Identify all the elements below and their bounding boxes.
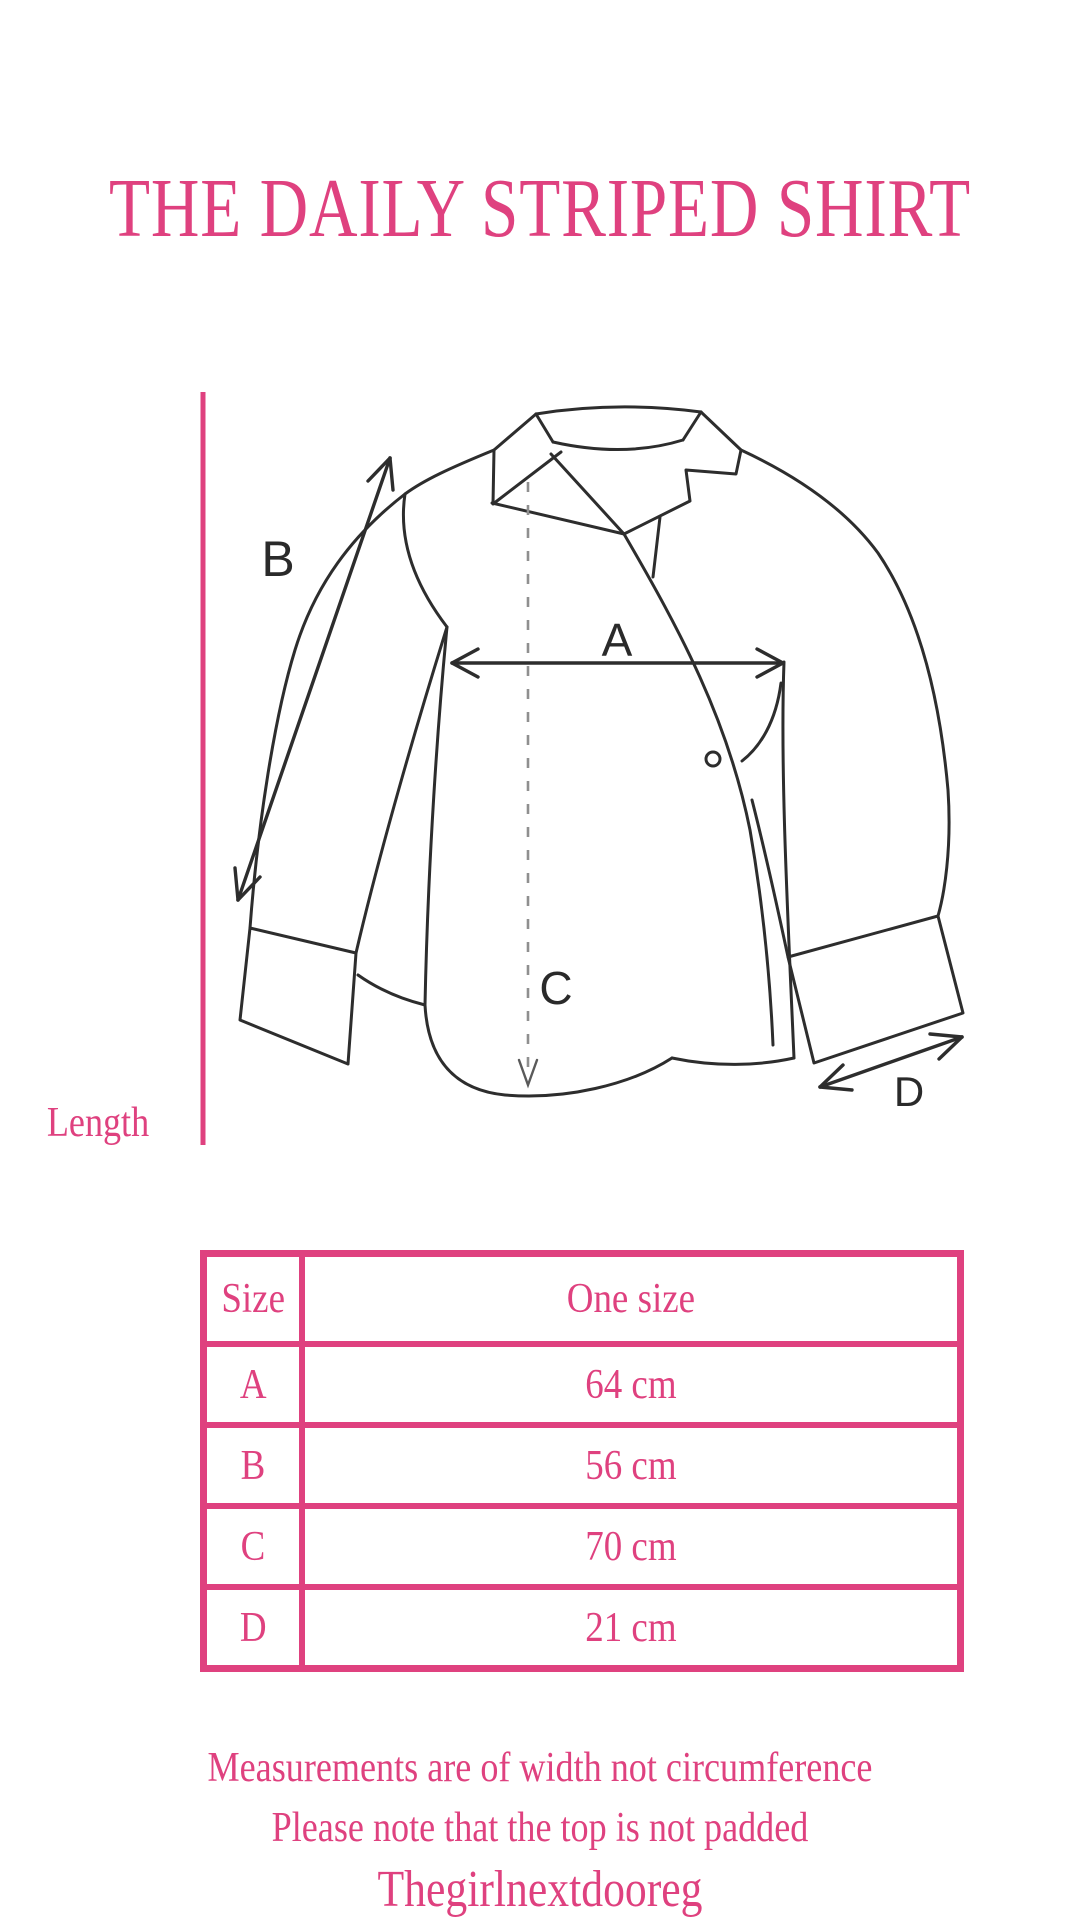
collar-band-inner [553,440,683,450]
value-column-header: One size [302,1254,961,1345]
placket-hint [653,517,660,577]
table-row-d [204,1587,961,1669]
measure-arrow-d [820,1034,962,1115]
label-b: B [261,531,295,587]
hem-left-hint [358,975,425,1005]
row-c-label: C [204,1506,302,1587]
left-cuff [240,928,356,1064]
row-d-value: 21 cm [302,1587,961,1669]
length-label: Length [46,1100,150,1146]
size-table [200,1250,964,1672]
right-panel-curve [742,683,781,761]
collar-left-fold [536,414,553,442]
row-a-value: 64 cm [302,1344,961,1425]
button [706,752,720,766]
row-b-value: 56 cm [302,1425,961,1506]
label-c: C [539,962,573,1014]
hem [425,1005,672,1096]
left-sleeve-outer [250,450,494,928]
row-d-label: D [204,1587,302,1669]
lapel-left-edge [492,503,624,534]
right-cuff [788,916,963,1063]
row-a-label: A [204,1344,302,1425]
row-b-label: B [204,1425,302,1506]
note-line-2: Please note that the top is not padded [271,1805,809,1851]
label-a: A [601,614,633,666]
right-body-edge [783,662,794,1058]
lapel-left-fold [551,454,624,534]
note-line-1: Measurements are of width not circumference [207,1745,873,1791]
table-header-row [204,1254,961,1345]
right-sleeve-outer [741,450,949,916]
wrap-edge [624,534,773,1045]
collar-band-top [536,407,701,414]
brand-name: Thegirlnextdooreg [377,1861,703,1918]
collar-right-fold [683,412,701,440]
shirt-outline [240,407,963,1096]
page-title: THE DAILY STRIPED SHIRT [109,162,971,255]
label-d: D [893,1068,925,1115]
measure-arrow-a [452,614,783,677]
table-row-b [204,1425,961,1506]
measure-line-c [519,482,573,1085]
table-row-c [204,1506,961,1587]
row-c-value: 70 cm [302,1506,961,1587]
table-row-a [204,1344,961,1425]
footer-notes [0,1742,1080,1918]
collar-right [624,412,741,534]
size-column-header: Size [204,1254,302,1345]
left-armhole [403,494,447,627]
hem-right [672,1058,794,1064]
